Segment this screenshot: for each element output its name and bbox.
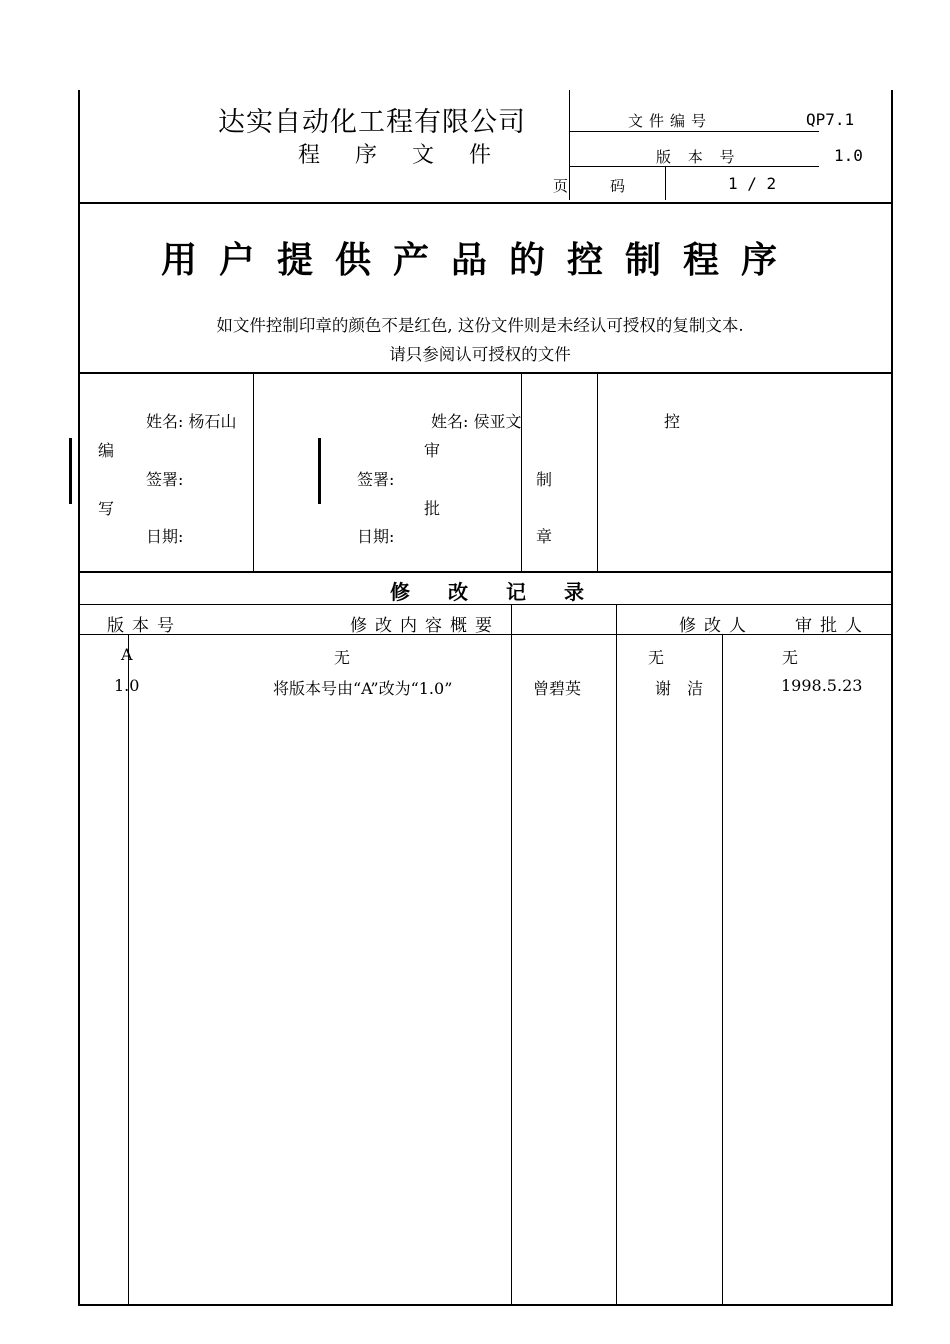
frame-right-border: [891, 90, 893, 1306]
frame-bottom-border: [78, 1304, 893, 1306]
header-bottom-rule: [78, 202, 893, 204]
col-header-version: 版本号: [107, 616, 182, 636]
row2-version: 1.0: [114, 676, 140, 695]
document-type: 程 序 文 件: [298, 143, 505, 168]
rev-col-line-2: [511, 605, 512, 1304]
author-label-char2: 写: [98, 499, 115, 518]
margin-mark-middle: [318, 438, 321, 504]
reviewer-date: 日期:: [357, 527, 395, 546]
col-header-summary: 修改内容概要: [350, 616, 500, 636]
col-header-approver: 审批人: [795, 616, 870, 636]
sign-divider-3: [597, 373, 598, 573]
copy-notice-line2: 请只参阅认可授权的文件: [389, 345, 571, 364]
author-sign: 签署:: [146, 470, 184, 489]
header-divider-pagecode: [665, 166, 666, 200]
row2-modifier: 谢 洁: [655, 679, 704, 698]
page-label-1: 页: [553, 177, 575, 195]
author-date: 日期:: [146, 527, 184, 546]
reviewer-label-char2: 批: [424, 499, 441, 518]
version-value: 1.0: [834, 146, 863, 165]
file-number-label: 文件编号: [628, 112, 713, 130]
rev-col-line-1: [128, 635, 129, 1304]
author-name: 姓名: 杨石山: [146, 412, 237, 431]
col-header-modifier: 修改人: [679, 616, 754, 636]
reviewer-name: 姓名: 侯亚文: [431, 412, 522, 431]
row2-author: 曾碧英: [533, 679, 582, 698]
page-number-value: 1 / 2: [728, 174, 777, 193]
frame-left-border: [78, 90, 80, 1306]
copy-notice-line1: 如文件控制印章的颜色不是红色, 这份文件则是未经认可授权的复制文本.: [216, 316, 744, 335]
title-bottom-rule: [78, 372, 893, 374]
reviewer-sign: 签署:: [357, 470, 395, 489]
header-rule-1: [569, 131, 819, 132]
sign-bottom-rule: [78, 571, 893, 573]
margin-mark-left: [69, 438, 72, 504]
sign-divider-1: [253, 373, 254, 573]
version-label: 版 本 号: [656, 148, 741, 166]
row2-summary: 将版本号由“A”改为“1.0”: [273, 679, 453, 698]
reviewer-label-char1: 审: [424, 441, 441, 460]
revision-record-title: 修改记录: [390, 580, 622, 604]
row1-modifier: 无: [648, 648, 665, 667]
page-label-2: 码: [610, 177, 632, 195]
stamp-label-char1: 控: [664, 412, 681, 431]
company-name: 达实自动化工程有限公司: [218, 107, 526, 138]
row1-version: A: [121, 645, 133, 664]
row1-summary: 无: [334, 648, 351, 667]
sign-divider-2: [521, 373, 522, 573]
stamp-label-char2: 制: [536, 470, 553, 489]
rev-col-line-4: [722, 635, 723, 1304]
document-title: 用户提供产品的控制程序: [160, 240, 799, 281]
rev-col-line-3: [616, 605, 617, 1304]
stamp-label-char3: 章: [536, 527, 553, 546]
file-number-value: QP7.1: [806, 110, 855, 129]
author-label-char1: 编: [98, 441, 115, 460]
row2-approver: 1998.5.23: [781, 676, 863, 695]
row1-approver: 无: [782, 648, 799, 667]
